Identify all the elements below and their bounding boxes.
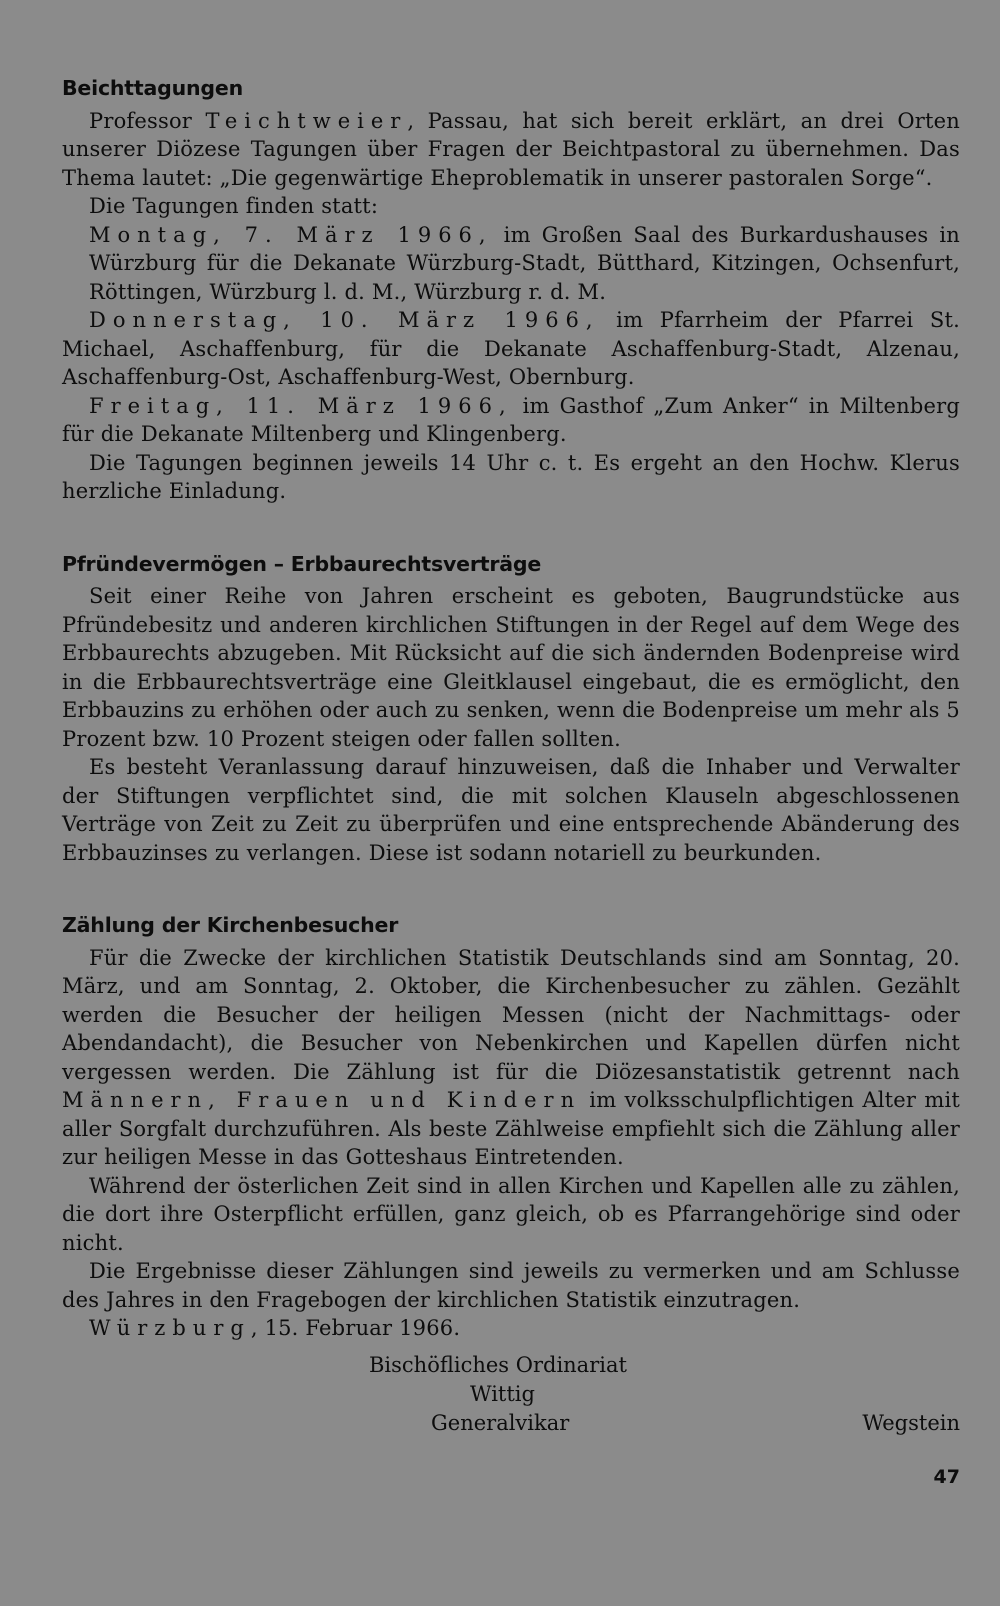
- text-run: Professor: [89, 108, 206, 133]
- meeting-date-paragraph: [62, 392, 960, 449]
- text-run: Für die Zwecke der kirchlichen Statistik Deutschlands sind am Sonntag, 20. März, und am Sonntag, 2. Oktober, die Kirchenbesucher zu zählen. Gezählt werden die Besucher der heiligen Messen (nicht der Nachmittags- oder Abendandacht), die Besucher von Nebenkirchen und Kapellen dürfen nicht vergessen werden. Die Zählung ist für die Diözesanstatistik getrennt nach: [62, 945, 960, 1084]
- spaced-emphasis: Männern, Frauen und Kindern: [62, 1088, 582, 1112]
- signature-name: Wittig: [470, 1381, 535, 1406]
- paragraph: Seit einer Reihe von Jahren erscheint es geboten, Baugrundstücke aus Pfründebesitz und anderen kirchlichen Stiftungen in der Regel auf dem Wege des Erbbaurechts abzugeben. Mit Rücksicht auf die sich ändernden Bodenpreise wird in die Erbbaurechtsverträge eine Gleitklausel eingebaut, die es ermöglicht, den Erbbauzins zu erhöhen oder auch zu senken, wenn die Bodenpreise um mehr als 5 Prozent bzw. 10 Prozent steigen oder fallen sollten.: [62, 584, 960, 751]
- text-run: im volksschulpflichtigen Alter mit aller Sorgfalt durchzuführen. Als beste Zählweise empfiehlt sich die Zählung aller zur heiligen Messe in das Gotteshaus Eintretenden.: [62, 1088, 961, 1169]
- signature-second-name: Wegstein: [862, 1410, 960, 1435]
- paragraph: Es besteht Veranlassung darauf hinzuweisen, daß die Inhaber und Verwalter der Stiftungen verpflichtet sind, die mit solchen Klauseln abgeschlossenen Verträge von Zeit zu Zeit zu überprüfen und eine entsprechende Abänderung des Erbbauzinses zu verlangen. Diese ist sodann notariell zu beurkunden.: [62, 755, 960, 865]
- paragraph: [62, 107, 960, 193]
- section-pfruendevermoegen: [62, 550, 960, 868]
- signature-block: [62, 1351, 960, 1439]
- text-run: im Großen Saal des Burkardushauses in Würzburg für die Dekanate Würzburg-Stadt, Bütthard, Kitzingen, Ochsenfurt, Röttingen, Würzburg l. d. M., Würzburg r. d. M.: [89, 222, 960, 304]
- paragraph: Während der österlichen Zeit sind in allen Kirchen und Kapellen alle zu zählen, die dort ihre Osterpflicht erfüllen, ganz gleich, ob es Pfarrangehörige sind oder nicht.: [62, 1173, 960, 1255]
- meeting-date-paragraph: [89, 221, 960, 307]
- section-title: Zählung der Kirchenbesucher: [62, 913, 399, 937]
- paragraph: [62, 944, 960, 1172]
- signature-office: Bischöfliches Ordinariat: [369, 1352, 627, 1377]
- signature-place-date: [62, 1314, 960, 1343]
- spaced-date: Freitag, 11. März 1966,: [89, 393, 513, 418]
- meeting-date-paragraph: [62, 306, 960, 392]
- signature-place: Würzburg: [89, 1316, 251, 1340]
- text-run: im Pfarrheim der Pfarrei St. Michael, Aschaffenburg, für die Dekanate Aschaffenburg-Stadt, Alzenau, Aschaffenburg-Ost, Aschaffenburg-West, Obernburg.: [62, 308, 960, 389]
- spaced-name: Teichtweier: [205, 108, 408, 133]
- page-number: 47: [933, 1466, 960, 1488]
- section-beichttagungen: [62, 74, 960, 506]
- paragraph: Die Tagungen finden statt:: [89, 194, 379, 218]
- paragraph: Die Tagungen beginnen jeweils 14 Uhr c. t. Es ergeht an den Hochw. Klerus herzliche Einladung.: [62, 450, 960, 503]
- text-run: im Gasthof „Zum Anker“ in Miltenberg für die Dekanate Miltenberg und Klingenberg.: [62, 393, 960, 446]
- spaced-date: Montag, 7. März 1966,: [89, 222, 493, 247]
- section-title: Beichttagungen: [62, 76, 243, 100]
- signature-date: , 15. Februar 1966.: [250, 1316, 461, 1340]
- section-title: Pfründevermögen – Erbbaurechtsverträge: [62, 551, 542, 576]
- text-run: , Passau, hat sich bereit erklärt, an drei Orten unserer Diözese Tagungen über Fragen der Beichtpastoral zu übernehmen. Das Thema lautet: „Die gegenwärtige Eheproblematik in unserer pastoralen Sorge“.: [62, 108, 960, 190]
- section-zaehlung: [62, 911, 960, 1343]
- signature-role: Generalvikar: [431, 1410, 570, 1435]
- spaced-date: Donnerstag, 10. März 1966,: [89, 308, 600, 332]
- paragraph: Die Ergebnisse dieser Zählungen sind jeweils zu vermerken und am Schlusse des Jahres in den Fragebogen der kirchlichen Statistik einzutragen.: [62, 1259, 960, 1312]
